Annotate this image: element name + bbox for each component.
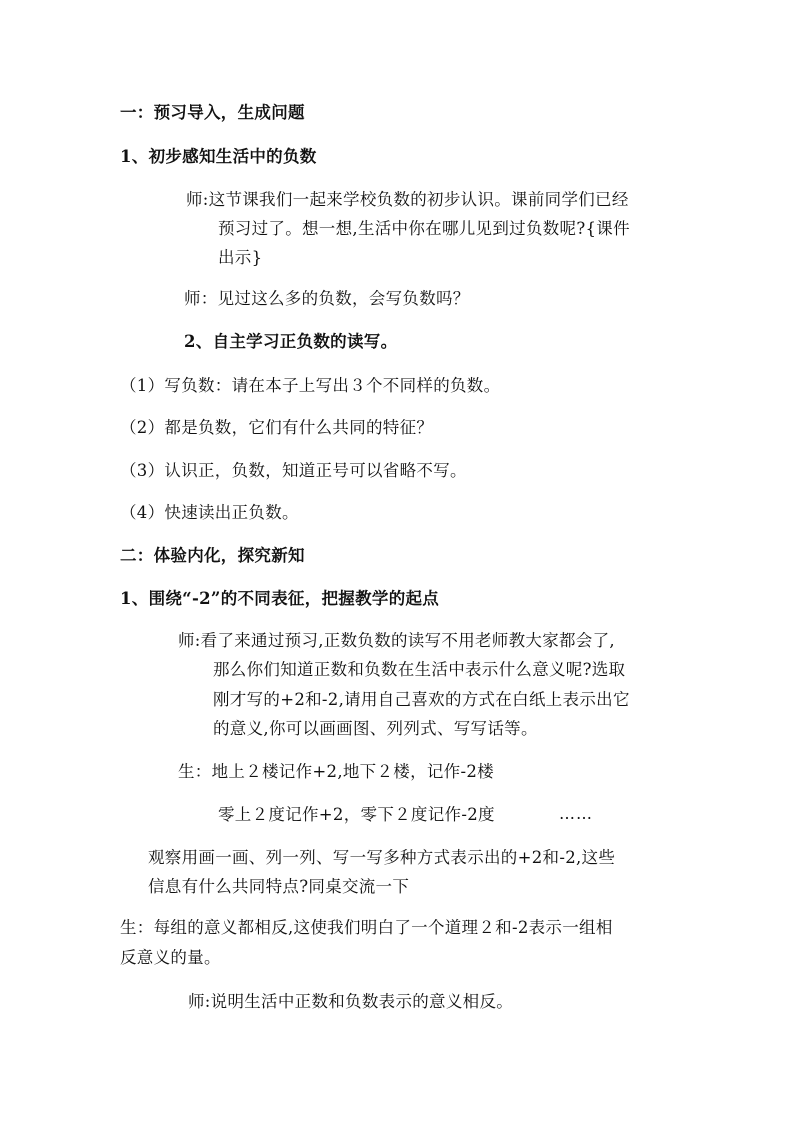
teacher-line: 出示} bbox=[218, 248, 263, 267]
list-item: （1）写负数：请在本子上写出３个不同样的负数。 bbox=[120, 376, 501, 395]
section-2-heading: 二：体验内化，探究新知 bbox=[120, 546, 305, 565]
list-item: （3）认识正，负数，知道正号可以省略不写。 bbox=[120, 461, 467, 480]
teacher-line: 刚才写的+2和-2,请用自己喜欢的方式在白纸上表示出它 bbox=[213, 690, 630, 709]
student-line: 生：每组的意义都相反,这使我们明白了一个道理２和-2表示一组相 bbox=[120, 918, 613, 937]
teacher-line: 师:这节课我们一起来学校负数的初步认识。课前同学们已经 bbox=[186, 190, 629, 209]
student-answer-continued: 零上２度记作+2，零下２度记作-2度 bbox=[218, 805, 495, 824]
teacher-line: 师:看了来通过预习,正数负数的读写不用老师教大家都会了, bbox=[178, 631, 615, 650]
section-2-subheading-1: 1、围绕“-2”的不同表征，把握教学的起点 bbox=[120, 589, 440, 608]
section-1-subheading-2: 2、自主学习正负数的读写。 bbox=[184, 332, 398, 351]
list-item: （4）快速读出正负数。 bbox=[120, 503, 299, 522]
section-1-subheading-1: 1、初步感知生活中的负数 bbox=[120, 147, 317, 166]
observe-line: 观察用画一画、列一列、写一写多种方式表示出的+2和-2,这些 bbox=[148, 848, 616, 867]
section-1-heading: 一：预习导入，生成问题 bbox=[120, 103, 305, 122]
teacher-line: 那么你们知道正数和负数在生活中表示什么意义呢?选取 bbox=[213, 660, 626, 679]
observe-line: 信息有什么共同特点?同桌交流一下 bbox=[148, 877, 410, 896]
teacher-conclusion: 师:说明生活中正数和负数表示的意义相反。 bbox=[188, 992, 514, 1011]
list-item: （2）都是负数，它们有什么共同的特征？ bbox=[120, 418, 434, 437]
teacher-question: 师：见过这么多的负数，会写负数吗？ bbox=[184, 289, 470, 308]
teacher-line: 预习过了。想一想,生活中你在哪儿见到过负数呢?{课件 bbox=[218, 219, 630, 238]
teacher-line: 的意义,你可以画画图、列列式、写写话等。 bbox=[213, 719, 538, 738]
student-answer: 生：地上２楼记作+2,地下２楼，记作-2楼 bbox=[178, 762, 494, 781]
student-line: 反意义的量。 bbox=[120, 948, 221, 967]
ellipsis: …… bbox=[559, 804, 593, 823]
